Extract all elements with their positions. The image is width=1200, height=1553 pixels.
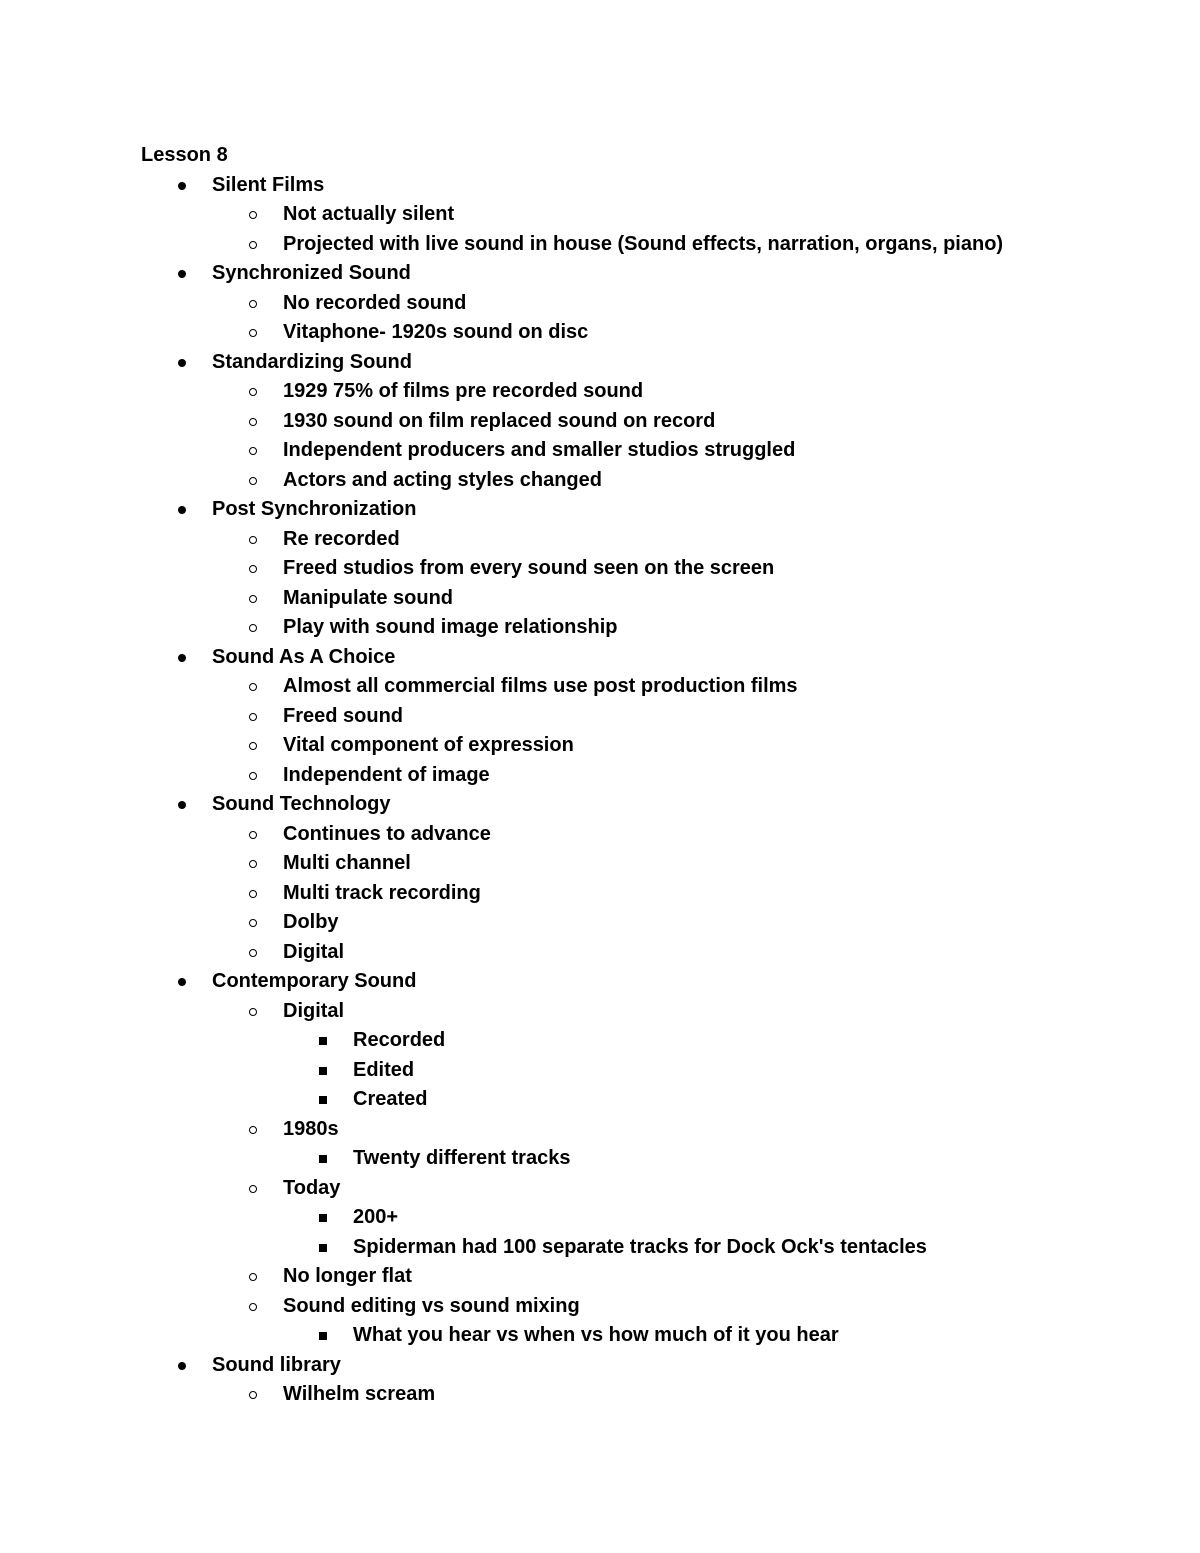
outline-item-text: Independent of image — [283, 763, 490, 786]
outline-item-level-2 — [0, 318, 1200, 348]
bullet-circle-icon — [249, 772, 257, 780]
bullet-disc-icon — [178, 182, 186, 190]
bullet-circle-icon — [249, 831, 257, 839]
outline-item-level-1 — [0, 171, 1200, 201]
outline-item-text: Sound Technology — [212, 793, 391, 815]
outline-item-level-2 — [0, 584, 1200, 614]
outline-item-level-1 — [0, 1351, 1200, 1381]
bullet-circle-icon — [249, 211, 257, 219]
outline-item-text: Spiderman had 100 separate tracks for Dock Ock's tentacles — [353, 1235, 927, 1258]
bullet-square-icon — [319, 1096, 327, 1104]
outline-item-text: Sound editing vs sound mixing — [283, 1294, 580, 1317]
bullet-circle-icon — [249, 1273, 257, 1281]
bullet-disc-icon — [178, 801, 186, 809]
bullet-circle-icon — [249, 1185, 257, 1193]
outline-item-level-2 — [0, 731, 1200, 761]
bullet-disc-icon — [178, 359, 186, 367]
outline-item-level-2 — [0, 1174, 1200, 1204]
outline-item-level-2 — [0, 289, 1200, 319]
bullet-circle-icon — [249, 1303, 257, 1311]
outline-item-level-3 — [0, 1085, 1200, 1115]
bullet-square-icon — [319, 1067, 327, 1075]
outline-item-text: Created — [353, 1088, 428, 1110]
outline-item-level-2 — [0, 879, 1200, 909]
outline-item-level-2 — [0, 1115, 1200, 1145]
outline-item-level-2 — [0, 849, 1200, 879]
bullet-square-icon — [319, 1332, 327, 1340]
outline-item-text: Manipulate sound — [283, 586, 453, 609]
bullet-circle-icon — [249, 860, 257, 868]
outline-item-text: Sound library — [212, 1353, 341, 1376]
outline-item-level-2 — [0, 997, 1200, 1027]
outline-item-text: Vital component of expression — [283, 734, 574, 756]
outline-item-text: What you hear vs when vs how much of it you hear — [353, 1324, 839, 1346]
outline-item-text: Silent Films — [212, 173, 325, 196]
outline-item-level-2 — [0, 1262, 1200, 1292]
bullet-circle-icon — [249, 565, 257, 573]
outline-item-level-2 — [0, 377, 1200, 407]
outline-item-level-1 — [0, 967, 1200, 997]
outline-item-level-2 — [0, 525, 1200, 555]
bullet-disc-icon — [178, 506, 186, 514]
outline-item-text: Standardizing Sound — [212, 350, 412, 373]
outline-item-text: Play with sound image relationship — [283, 616, 618, 638]
bullet-square-icon — [319, 1037, 327, 1045]
outline-item-level-2 — [0, 466, 1200, 496]
outline-item-level-3 — [0, 1233, 1200, 1263]
bullet-circle-icon — [249, 1008, 257, 1016]
bullet-circle-icon — [249, 1391, 257, 1399]
outline-item-text: Re recorded — [283, 527, 400, 550]
outline-item-text: Digital — [283, 940, 345, 963]
outline-item-text: Wilhelm scream — [283, 1383, 436, 1405]
outline-item-level-2 — [0, 554, 1200, 584]
outline-item-text: Contemporary Sound — [212, 970, 417, 992]
bullet-circle-icon — [249, 536, 257, 544]
outline-item-level-1 — [0, 495, 1200, 525]
outline-item-text: Edited — [353, 1058, 415, 1081]
outline-item-text: 1929 75% of films pre recorded sound — [283, 380, 644, 402]
bullet-circle-icon — [249, 683, 257, 691]
outline-item-level-2 — [0, 407, 1200, 437]
outline-item-level-3 — [0, 1144, 1200, 1174]
outline-item-level-2 — [0, 702, 1200, 732]
outline-item-level-2 — [0, 1292, 1200, 1322]
bullet-circle-icon — [249, 713, 257, 721]
outline-item-level-2 — [0, 820, 1200, 850]
bullet-square-icon — [319, 1214, 327, 1222]
outline-item-text: Multi channel — [283, 852, 411, 874]
outline-item-level-3 — [0, 1203, 1200, 1233]
bullet-circle-icon — [249, 1126, 257, 1134]
outline-item-level-2 — [0, 938, 1200, 968]
outline-item-text: Independent producers and smaller studios struggled — [283, 439, 796, 461]
bullet-disc-icon — [178, 1362, 186, 1370]
outline-item-level-2 — [0, 1380, 1200, 1410]
outline-item-level-2 — [0, 200, 1200, 230]
bullet-outline — [0, 171, 1200, 1410]
bullet-circle-icon — [249, 329, 257, 337]
outline-item-text: Multi track recording — [283, 881, 481, 904]
bullet-square-icon — [319, 1155, 327, 1163]
outline-item-text: Post Synchronization — [212, 498, 417, 520]
outline-item-text: 1980s — [283, 1117, 339, 1140]
outline-item-level-2 — [0, 761, 1200, 791]
bullet-disc-icon — [178, 270, 186, 278]
outline-item-text: Not actually silent — [283, 203, 455, 225]
outline-item-text: Twenty different tracks — [353, 1147, 571, 1169]
outline-item-text: Synchronized Sound — [212, 262, 411, 284]
outline-item-text: Actors and acting styles changed — [283, 468, 602, 491]
document-title: Lesson 8 — [141, 144, 228, 166]
outline-item-text: Recorded — [353, 1029, 446, 1051]
outline-item-text: 1930 sound on film replaced sound on record — [283, 409, 716, 432]
outline-item-text: Projected with live sound in house (Sound effects, narration, organs, piano) — [283, 232, 1004, 255]
bullet-circle-icon — [249, 624, 257, 632]
bullet-circle-icon — [249, 595, 257, 603]
bullet-circle-icon — [249, 388, 257, 396]
bullet-disc-icon — [178, 654, 186, 662]
bullet-circle-icon — [249, 418, 257, 426]
bullet-circle-icon — [249, 919, 257, 927]
outline-item-level-2 — [0, 908, 1200, 938]
bullet-circle-icon — [249, 890, 257, 898]
outline-item-level-2 — [0, 613, 1200, 643]
outline-item-level-1 — [0, 790, 1200, 820]
outline-item-text: Digital — [283, 999, 345, 1022]
outline-item-level-3 — [0, 1321, 1200, 1351]
outline-item-text: 200+ — [353, 1206, 399, 1228]
outline-item-level-2 — [0, 672, 1200, 702]
outline-item-text: Sound As A Choice — [212, 645, 396, 668]
outline-item-level-3 — [0, 1026, 1200, 1056]
bullet-square-icon — [319, 1244, 327, 1252]
bullet-disc-icon — [178, 978, 186, 986]
outline-item-text: Today — [283, 1176, 341, 1199]
outline-item-level-1 — [0, 348, 1200, 378]
outline-item-text: Vitaphone- 1920s sound on disc — [283, 321, 589, 343]
bullet-circle-icon — [249, 447, 257, 455]
bullet-circle-icon — [249, 949, 257, 957]
outline-item-level-2 — [0, 230, 1200, 260]
outline-item-text: Freed studios from every sound seen on the screen — [283, 557, 775, 579]
outline-item-text: Continues to advance — [283, 822, 491, 845]
bullet-circle-icon — [249, 300, 257, 308]
outline-item-text: No longer flat — [283, 1265, 412, 1287]
outline-item-level-1 — [0, 259, 1200, 289]
outline-item-text: Dolby — [283, 911, 339, 933]
outline-item-level-1 — [0, 643, 1200, 673]
outline-item-text: No recorded sound — [283, 291, 467, 314]
outline-item-text: Freed sound — [283, 704, 404, 727]
outline-item-text: Almost all commercial films use post production films — [283, 675, 798, 697]
bullet-circle-icon — [249, 241, 257, 249]
outline-item-level-3 — [0, 1056, 1200, 1086]
bullet-circle-icon — [249, 742, 257, 750]
bullet-circle-icon — [249, 477, 257, 485]
outline-item-level-2 — [0, 436, 1200, 466]
